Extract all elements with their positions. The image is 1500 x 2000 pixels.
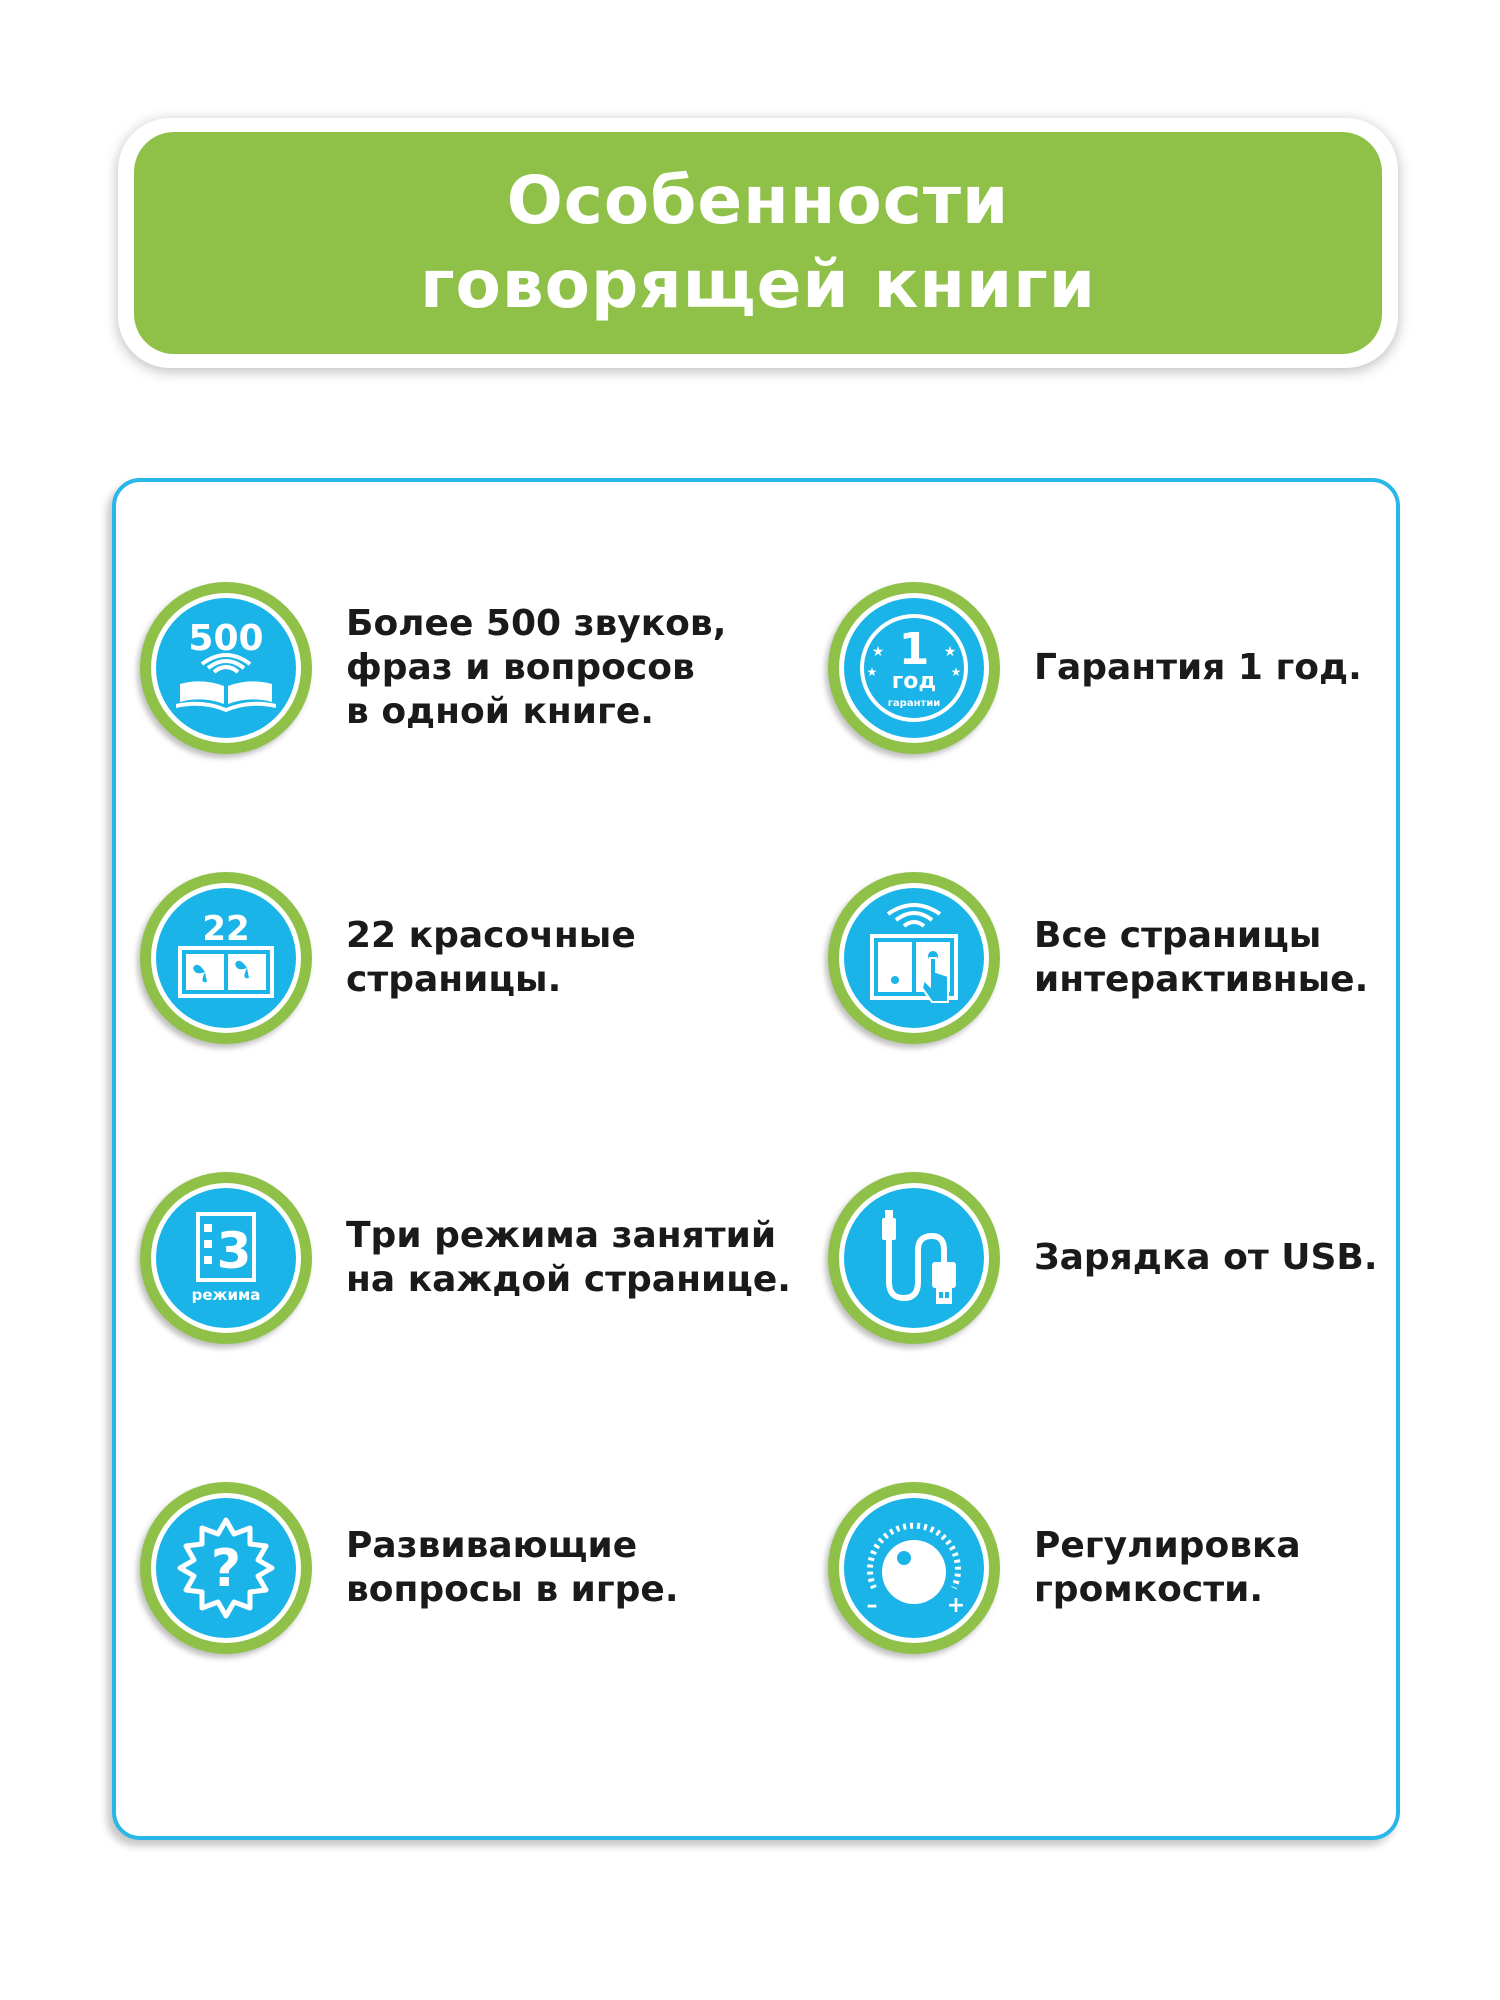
warranty-icon [852, 606, 976, 730]
modes-icon-caption: режима [191, 1286, 261, 1304]
feature-usb [828, 1172, 1378, 1344]
feature-badge [140, 1482, 312, 1654]
question-icon [164, 1506, 288, 1630]
feature-text-line: в одной книге. [346, 691, 654, 732]
warranty-icon-number: 1 [898, 624, 930, 675]
feature-badge [828, 1172, 1000, 1344]
feature-sounds [140, 582, 726, 754]
feature-questions [140, 1482, 679, 1654]
sound-book-icon [164, 606, 288, 730]
feature-text-line: громкости. [1034, 1569, 1264, 1610]
feature-text [1034, 914, 1368, 1002]
feature-text-line: Зарядка от USB. [1034, 1237, 1378, 1278]
interactive-touch-icon [852, 896, 976, 1020]
feature-badge [140, 582, 312, 754]
feature-text [346, 602, 726, 734]
feature-text-line: страницы. [346, 959, 562, 1000]
feature-interactive [828, 872, 1368, 1044]
feature-text [346, 1524, 679, 1612]
pages-icon-number: 22 [202, 909, 250, 949]
feature-text-line: 22 красочные [346, 915, 636, 956]
feature-text-line: интерактивные. [1034, 959, 1369, 1000]
svg-text:★: ★ [871, 644, 885, 660]
feature-text [346, 1214, 791, 1302]
volume-minus-sign: – [866, 1593, 878, 1618]
warranty-icon-caption: гарантии [887, 698, 941, 709]
pages-icon [164, 896, 288, 1020]
feature-badge [828, 872, 1000, 1044]
modes-icon-number: 3 [216, 1222, 252, 1280]
feature-volume [828, 1482, 1301, 1654]
page-title-line-2: говорящей книги [420, 246, 1096, 323]
title-banner-fill [134, 132, 1382, 354]
feature-text-line: Более 500 звуков, [346, 603, 727, 644]
question-icon-mark: ? [210, 1539, 242, 1599]
warranty-icon-year: год [891, 669, 937, 694]
feature-badge [140, 1172, 312, 1344]
feature-text-line: вопросы в игре. [346, 1569, 679, 1610]
feature-text [1034, 1236, 1378, 1280]
svg-text:★: ★ [866, 665, 878, 679]
features-panel [112, 478, 1400, 1840]
feature-text-line: Регулировка [1034, 1525, 1301, 1566]
page-title-line-1: Особенности [506, 162, 1010, 239]
volume-plus-sign: + [946, 1593, 966, 1618]
feature-text-line: Развивающие [346, 1525, 638, 1566]
feature-text-line: Все страницы [1034, 915, 1322, 956]
svg-text:★: ★ [943, 644, 957, 660]
svg-text:★: ★ [950, 665, 962, 679]
feature-pages [140, 872, 636, 1044]
feature-modes [140, 1172, 791, 1344]
sound-book-icon-number: 500 [188, 618, 264, 659]
feature-text-line: фраз и вопросов [346, 647, 695, 688]
title-banner [118, 118, 1398, 368]
usb-cable-icon [852, 1196, 976, 1320]
feature-badge [828, 1482, 1000, 1654]
volume-knob-icon [852, 1506, 976, 1630]
feature-text [1034, 1524, 1301, 1612]
feature-text-line: Три режима занятий [346, 1215, 777, 1256]
feature-text-line: на каждой странице. [346, 1259, 791, 1300]
feature-text-line: Гарантия 1 год. [1034, 647, 1362, 688]
feature-warranty [828, 582, 1362, 754]
feature-badge [140, 872, 312, 1044]
modes-icon [164, 1196, 288, 1320]
feature-badge [828, 582, 1000, 754]
feature-text [346, 914, 636, 1002]
feature-text [1034, 646, 1362, 690]
